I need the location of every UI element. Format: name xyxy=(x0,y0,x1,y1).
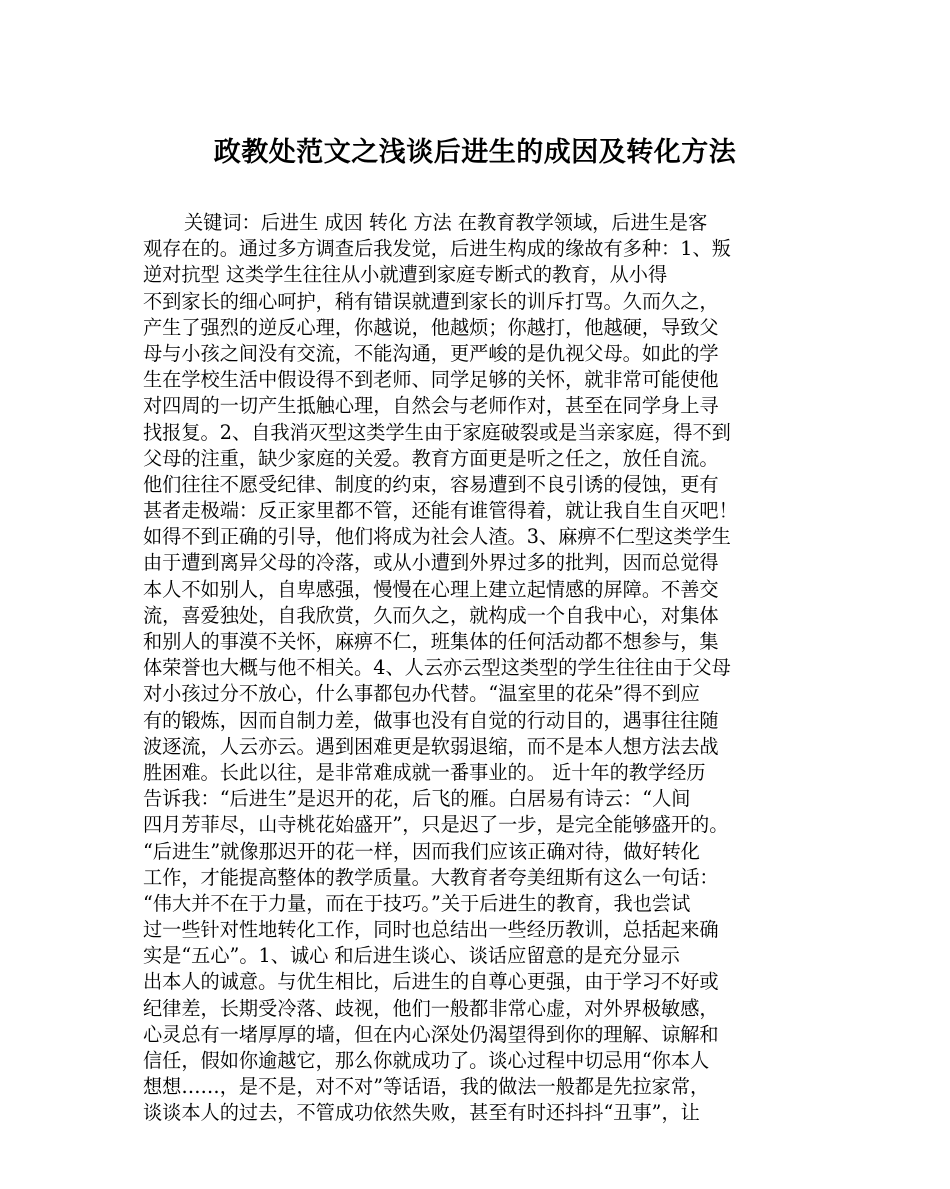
body-line: 纪律差，长期受冷落、歧视，他们一般都非常心虚，对外界极敏感， xyxy=(143,996,719,1020)
body-line: 生在学校生活中假设得不到老师、同学足够的关怀，就非常可能使他 xyxy=(143,368,719,392)
body-line: 不到家长的细心呵护，稍有错误就遭到家长的训斥打骂。久而久之， xyxy=(143,289,719,313)
body-line: 心灵总有一堵厚厚的墙，但在内心深处仍渴望得到你的理解、谅解和 xyxy=(143,1022,719,1046)
body-line: 和别人的事漠不关怀，麻痹不仁，班集体的任何活动都不想参与，集 xyxy=(143,630,719,653)
body-line: 产生了强烈的逆反心理，你越说，他越烦；你越打，他越硬，导致父 xyxy=(143,315,719,339)
body-line: 如得不到正确的引导，他们将成为社会人渣。3、麻痹不仁型这类学生 xyxy=(143,525,731,549)
body-line-text: 关键词：后进生 成因 转化 方法 在教育教学领域，后进生是客 xyxy=(184,211,708,234)
body-line: 母与小孩之间没有交流，不能沟通，更严峻的是仇视父母。如此的学 xyxy=(143,341,719,365)
body-line: 观存在的。通过多方调查后我发觉，后进生构成的缘故有多种：1、叛 xyxy=(143,237,731,261)
body-line xyxy=(143,210,823,236)
document-title: 政教处范文之浅谈后进生的成因及转化方法 xyxy=(213,137,737,168)
body-line: 告诉我：“后进生”是迟开的花，后飞的雁。白居易有诗云：“人间 xyxy=(143,787,691,811)
body-line: 甚者走极端：反正家里都不管，还能有谁管得着，就让我自生自灭吧！ xyxy=(143,499,738,523)
body-line: 由于遭到离异父母的冷落，或从小遭到外界过多的批判，因而总觉得 xyxy=(143,551,719,575)
body-line: 谈谈本人的过去，不管成功依然失败，甚至有时还抖抖“丑事”，让 xyxy=(143,1101,700,1125)
body-line: 过一些针对性地转化工作，同时也总结出一些经历教训，总括起来确 xyxy=(143,918,719,942)
body-line: 信任，假如你逾越它，那么你就成功了。谈心过程中切忌用“你本人 xyxy=(143,1049,710,1072)
body-line: 胜困难。长此以往，是非常难成就一番事业的。 近十年的教学经历 xyxy=(143,760,706,784)
body-line: 逆对抗型 这类学生往往从小就遭到家庭专断式的教育，从小得 xyxy=(143,263,668,287)
body-line: 出本人的诚意。与优生相比，后进生的自尊心更强，由于学习不好或 xyxy=(143,970,719,994)
body-line: “伟大并不在于力量，而在于技巧。”关于后进生的教育，我也尝试 xyxy=(143,891,691,915)
body-line: 对四周的一切产生抵触心理，自然会与老师作对，甚至在同学身上寻 xyxy=(143,394,719,418)
body-line: 流，喜爱独处，自我欣赏，久而久之，就构成一个自我中心，对集体 xyxy=(143,603,719,627)
document-body xyxy=(143,210,823,1127)
body-line: 波逐流，人云亦云。遇到困难更是软弱退缩，而不是本人想方法去战 xyxy=(143,734,719,758)
body-line: 他们往往不愿受纪律、制度的约束，容易遭到不良引诱的侵蚀，更有 xyxy=(143,472,719,496)
body-line: 实是“五心”。1、诚心 和后进生谈心、谈话应留意的是充分显示 xyxy=(143,944,680,968)
body-line: 找报复。2、自我消灭型这类学生由于家庭破裂或是当亲家庭，得不到 xyxy=(143,420,731,444)
body-line: 四月芳菲尽，山寺桃花始盛开”，只是迟了一步，是完全能够盛开的。 xyxy=(143,813,729,837)
body-line: 想想……，是不是，对不对”等话语，我的做法一般都是先拉家常， xyxy=(143,1075,710,1099)
body-line: 本人不如别人，自卑感强，慢慢在心理上建立起情感的屏障。不善交 xyxy=(143,577,719,601)
body-line: “后进生”就像那迟开的花一样，因而我们应该正确对待，做好转化 xyxy=(143,839,700,863)
body-line: 体荣誉也大概与他不相关。4、人云亦云型这类型的学生往往由于父母 xyxy=(143,656,731,680)
body-line: 父母的注重，缺少家庭的关爱。教育方面更是听之任之，放任自流。 xyxy=(143,446,719,470)
body-line: 工作，才能提高整体的教学质量。大教育者夸美纽斯有这么一句话： xyxy=(143,865,719,889)
body-line: 对小孩过分不放心，什么事都包办代替。“温室里的花朵”得不到应 xyxy=(143,682,700,706)
body-line: 有的锻炼，因而自制力差，做事也没有自觉的行动目的，遇事往往随 xyxy=(143,708,719,732)
